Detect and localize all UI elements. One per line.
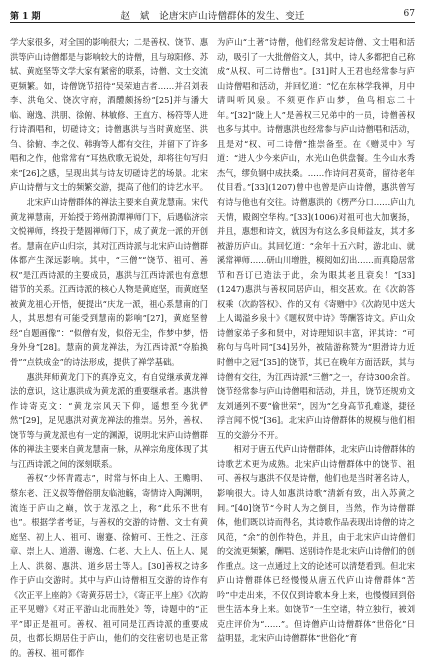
paragraph: 学大家很多，对全国的影响很大；二是善权、饶节、惠洪等庐山诗僧都是与影响较大的诗僧，且与琼阳修、苏轼、黄庭坚等文学大家有紧密的联系，诗僧、文士交流更频繁。如，诗僧饶节招待“吴荣迪吉者……并召刘表李、洪龟父、饶次守府，酒醴颇扬纷”[25]并与潘大临、谢逸、洪朋、徐俯、林敏修、王直方、杨符等人进行诗酒唱和，切磋诗文；诗僧惠洪与当时黄庭坚、洪刍、徐俯、李之仪、韩驹等人都有交往，并留下了许多唱和之作，他常常有“耳热欣歌无说处，却将往句写归来”[26]之感，呈现出其与诗友切磋诗艺的场景。北宋庐山诗僧与文士的频繁交游，提高了他们的诗艺水平。 [10, 37, 208, 193]
left-column [10, 35, 208, 658]
page-number: 67 [403, 9, 415, 19]
paragraph: 相对于唐五代庐山诗僧群体，北宋庐山诗僧群体的诗歌艺术更为成熟。北宋庐山诗僧群体中的饶节、祖可、善权与惠洪不仅是诗僧，他们也是当时著名诗人，影响很大。诗人如惠洪诗歌“清新有致，出入苏黄之间。”[40]饶节“今时人为之倒目，当然，作为诗僧群体，他们既以诗而得名，其诗歌作品表现出诗僧的诗之风范，“余”的创作特色，并且，由于北宋庐山诗僧们的交流更频繁，酬唱、送别诗作是北宋庐山诗僧们的创作重点。这一点通过上文的论述可以清楚看到。但北宋庐山诗僧群体已经慢慢从唐五代庐山诗僧群体“苦吟”中走出来，不仅仅到诗歌本身上来，也慢慢回到俗世生活本身上来。如饶节“一生空诸，特立独行，被刘克庄评价为“……”。但诗僧庐山诗僧群体“世俗化”日益明显，北宋庐山诗僧群体“世俗化”育 [217, 444, 415, 644]
paragraph: 惠洪拜师黄龙门下的真净克文，有自觉继承黄龙禅法的意识，这让惠洪成为黄龙派的重要继承者。惠洪曾作诗寄克文：“黄龙宗风天下仰，遥想至今犹俨然”[29]，足见惠洪对黄龙禅法的推崇。另外，善权、饶节等与黄龙派也有一定的渊源，说明北宋庐山诗僧群体的禅法主要来自黄龙慧南一脉，从禅宗角度体现了其与江西诗派之间的深刻联系。 [10, 371, 208, 469]
right-column [217, 35, 415, 644]
paragraph: 善权“少怀青霞志”，时常与怀由上人、王赡明、蔡东老、汪义叔等僧俗朋友临池觞，寄情诗入陶渊明，流连于庐山之巅，饮于龙泓之上，称“此乐不世有也”。根据学者考证，与善权的交游的诗僧、文士有黄庭坚、初上人、祖可、谢蹇、徐俯可、王性之、汪彦章、崇上人、道潜、谢逸、仁老、大上人、伍上人、晁上人、洪芻、惠洪、道乡居士等人。[30]善权之诗多作于庐山交游时。其中与庐山诗僧相互交游的诗作有《次正平上座韵》《寄黄芬居士》，《寄正平上座》《次韵正平见赠》《对正平游山北而胜处》等，诗题中的“正平”即正是祖可。善权、祖可同是江西诗派的重要成员，也都长期居住于庐山，他们的交往密切也是正常的。善权、祖可都作 [10, 473, 208, 658]
paragraph: 为庐山“土著”诗僧，他们经常发起诗僧、文士唱和活动，吸引了一大批僧俗文人，其中，诗人多都把自己称成“从权、可二诗僧也”。[31]时人王君也经常参与庐山诗僧唱和活动，并回忆道：“忆在东林学我禅，月中请叫听风泉。不须更作庐山梦，鱼鸟相忘二十年。”[32]“陇上人”是善权三兄弟中的一员，诗僧善权也多与其中。诗僧惠洪也经常参与庐山诗僧唱和活动，且是对“权、可二诗僧”推崇备至。在《赠灵中》写道：“进人少今来庐山，水光山色供盘餐。生今山水秀杰气，缪负钢中成扶桑。……作诗问君莫奇，留待老年仗目看。”[33](1207)曾中也曾是庐山诗僧，惠洪曾写有诗与他也有交往。诗僧惠洪的《楞严分口……庐山九天情，殿阁空华构。”[33](1006)对祖可也大加褒扬，并且，惠想和诗文，就因为有这么多良师益友，其才多被游历庐山。其回忆道：“余年十五六时，游北山、就溪常禅师……研山川增胜，模阅如幻出……而真隐居常节和吾订已造法于此，余为眼其老且衰矣！”[33](1247)惠洪与善权同居庐山，相交甚欢。在《次韵答权乘（次韵答权》、作的又有《寄赠中》《次韵见中送大上人谒溢乡泉十》《题权贤中诗》等酬答诗文。庐山众诗僧家弟子多和贤中，对诗理知识丰富，评其诗：“可称句与鸟叶同”[34]另外，被陆游称赞为“胆滑诗力近时僧中之冠”[35]的饶节，其已在晚年方面活跃，其与诗僧有交往，为江西诗派“三僧”之一，存诗300余首。饶节经常参与庐山诗僧唱和活动，并且，饶节还规劝文友刘通列不要“偷世荣”，因为“乞身高节孔难遂，捷径浮言闻不悦”[36]。北宋庐山诗僧群体的规模与他们相互的交游分不开。 [217, 37, 415, 440]
running-title: 赵 斌 论唐宋庐山诗僧群体的发生、变迁 [120, 11, 305, 22]
paragraph: 北宋庐山诗僧群体的禅法主要来自黄龙慧南。宋代黄龙禅慧南，开始授于筠州泐潭禅师门下，后遇临济宗文悦禅师，终投于楚圆禅师门下，成了黄龙一派的开创者。慧南在庐山归宗，其对江西诗派与北宋庐山诗僧群体都产生深远影响。其中，“三僧”“饶节、祖可、善权”是江西诗派的主要成员，惠洪与江西诗派也有意想错节的关系。江西诗派的核心人物是黄庭坚，而黄庭坚被黄龙祖心开悟，便提出“庆龙一派，祖心系慧南的门人，其思想有可能受到慧南的影响”[27]，黄庭坚曾经“自题画像”：“似僧有发，似俗无尘，作梦中梦，悟身外身”[28]。慧南的黄龙禅法，为江西诗派“夺胎换骨”“点铁成金”的诗法形成，提供了禅学基础。 [10, 197, 208, 368]
header-rule [10, 22, 415, 23]
issue-number: 第 1 期 [10, 12, 41, 22]
